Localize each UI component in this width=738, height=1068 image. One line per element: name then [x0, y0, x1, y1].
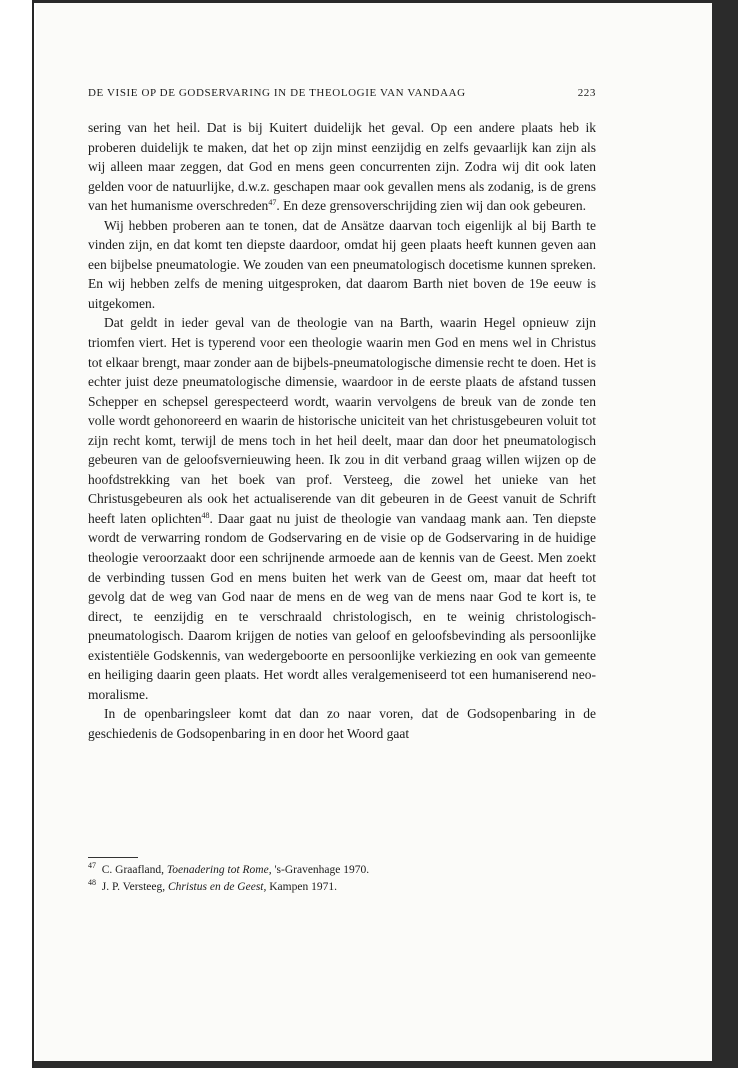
scan-border-right [712, 0, 738, 1068]
footnote-number: 48 [88, 877, 96, 887]
footnote-number: 47 [88, 861, 96, 870]
scan-border-bottom [34, 1061, 712, 1068]
footnote-author: C. Graafland, [101, 864, 165, 876]
paragraph-1-text: sering van het heil. Dat is bij Kuitert duidelijk het geval. Op een andere plaats heb ik proberen duidelijk te maken, dat het op zijn minst eenzijdig en zelfs gevaarlijk kan zijn als wij alleen maar zeggen, dat God en mens geen concurrenten zijn. Zodra wij dit ook laten gelden voor de natuurlijke, d.w.z. geschapen maar ook gevallen mens als zodanig, is de grens van het humanisme overschreden [88, 120, 596, 214]
footnote-book-title: Christus en de Geest, [167, 880, 267, 893]
paragraph-3-text: Dat geldt in ieder geval van de theologie van na Barth, waarin Hegel opnieuw zijn triomfen viert. Het is typerend voor een theologie waarin men God en mens wel in Christus tot elkaar brengt, maar zonder aan de bijbels-pneumatologische dimensie recht te doen. Het is echter juist deze pneumatologische dimensie, waardoor in de eerste plaats de afstand tussen Schepper en schepsel gerespecteerd wordt, waarin vervolgens de breuk van de zonde ten volle wordt gehonoreerd en waarin de historische uniciteit van het christusgebeuren voluit tot zijn recht komt, terwijl de mens toch in het heil deelt, maar dan door het pneumatologisch gebeuren van de geloofsvernieuwing heen. Ik zou in dit verband graag willen wijzen op de hoofdstrekking van het boek van prof. Versteeg, die zowel het unieke van het Christusgebeuren als ook het actualiserende van dit gebeuren in de Geest vanuit de Schrift heeft laten oplichten [88, 315, 596, 526]
footnote-divider [88, 857, 138, 858]
body-text [88, 118, 596, 744]
footnote-ref-48[interactable]: 48 [201, 510, 210, 520]
page-number: 223 [577, 87, 596, 99]
footnote-ref-47[interactable]: 47 [268, 198, 277, 208]
footnote-47 [88, 862, 596, 879]
paragraph-4: In de openbaringsleer komt dat dan zo naar voren, dat de Godsopenbaring in de geschiedenis de Godsopenbaring in en door het Woord gaat [88, 706, 596, 741]
footnote-author: J. P. Versteeg, [101, 880, 166, 893]
footnote-publication: Kampen 1971. [269, 880, 337, 893]
footnote-publication: 's-Gravenhage 1970. [274, 864, 370, 876]
paragraph-1 [88, 118, 596, 216]
footnotes [88, 862, 596, 895]
paragraph-3-tail: . Daar gaat nu juist de theologie van vandaag mank aan. Ten diepste wordt de verwarring rondom de Godservaring en de visie op de Godservaring in de huidige theologie veroorzaakt door een schrijnende armoede aan de kennis van de Geest. Men zoekt de verbinding tussen God en mens buiten het werk van de Geest om, maar dat heeft tot gevolg dat de weg van God naar de mens en de weg van de mens naar God te kort is, te direct, te eenzijdig en te verschraald christologisch, en te weinig christologisch-pneumatologisch. Daarom krijgen de noties van geloof en geloofsbevinding als persoonlijke existentiële Godskennis, van wedergeboorte en persoonlijke verkiezing en ook van gemeente en heiliging daarin geen plaats. Het wordt alles veralgemeniseerd tot een humaniserend neo-moralisme. [88, 510, 596, 702]
footnote-book-title: Toenadering tot Rome, [166, 864, 272, 876]
paragraph-3 [88, 313, 596, 704]
running-title: DE VISIE OP DE GODSERVARING IN DE THEOLOGIE VAN VANDAAG [88, 87, 466, 99]
footnote-48 [88, 879, 596, 896]
paragraph-1-tail: . En deze grensoverschrijding zien wij dan ook gebeuren. [276, 198, 586, 214]
scan-border-left [0, 0, 34, 1068]
paragraph-2: Wij hebben proberen aan te tonen, dat de Ansätze daarvan toch eigenlijk al bij Barth te vinden zijn, en dat komt ten diepste daardoor, omdat hij geen plaats heeft kunnen geven aan een bijbelse pneumatologie. We zouden van een pneumatologisch docetisme kunnen spreken. En wij hebben zelfs de mening uitgesproken, dat daarom Barth niet boven de 19e eeuw is uitgekomen. [88, 217, 596, 311]
